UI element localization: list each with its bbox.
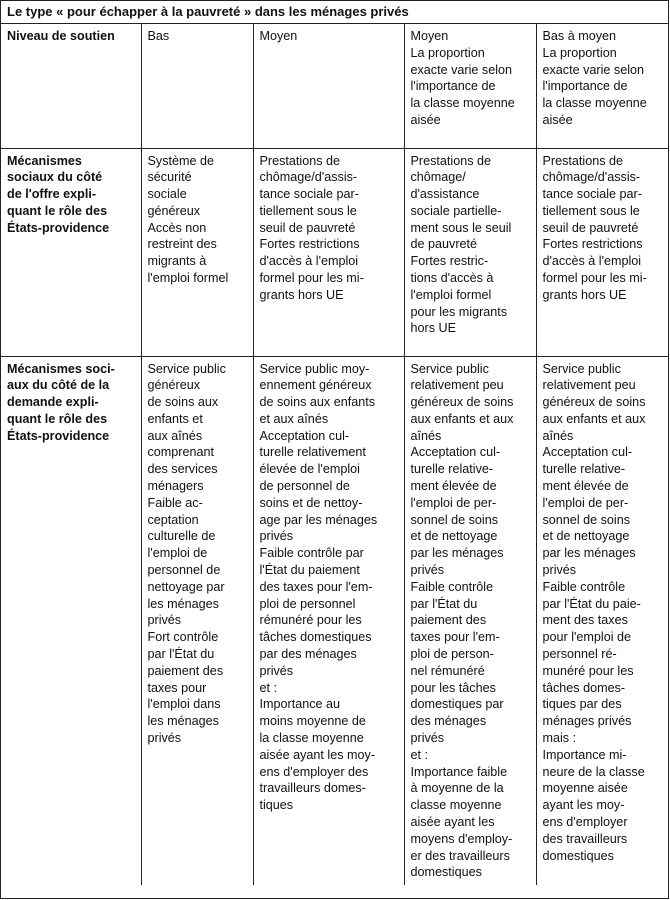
cell-line: sociale partielle- <box>410 203 502 218</box>
cell-line: la classe moyenne <box>542 96 647 111</box>
cell-line: la classe moyenne <box>410 96 515 111</box>
cell-line: Fortes restric- <box>410 254 489 269</box>
cell-line: tiques par des <box>542 697 622 712</box>
cell-line: nel rémunéré <box>410 663 485 678</box>
cell-line: par les ménages <box>542 546 636 561</box>
cell-line: aînés <box>542 428 574 443</box>
table-body <box>1 24 668 885</box>
row-header-line: États-providence <box>7 220 110 235</box>
cell-line: et de nettoyage <box>410 529 498 544</box>
cell-line: d'assistance <box>410 187 480 202</box>
cell-line: de soins aux enfants <box>259 395 376 410</box>
cell-line: moyenne aisée <box>542 781 628 796</box>
row-header-line: quant le rôle des <box>7 411 108 426</box>
cell-line: aisée ayant les <box>410 815 495 830</box>
cell-line: ens d'employer <box>542 815 628 830</box>
cell-line: ment des taxes <box>542 613 628 628</box>
cell-line: de personnel de <box>259 479 350 494</box>
cell-line: aux enfants et aux <box>542 411 646 426</box>
cell-line: seuil de pauvreté <box>542 220 639 235</box>
cell-line: Moyen <box>259 29 298 43</box>
cell-line: ennement généreux <box>259 378 372 393</box>
cell-line: de soins aux <box>147 395 219 410</box>
table-cell-level-moyen-2 <box>404 24 536 148</box>
cell-line: l'emploi de per- <box>410 495 497 510</box>
cell-line: généreux de soins <box>542 395 646 410</box>
cell-line: paiement des <box>147 663 224 678</box>
cell-line: Moyen <box>410 29 449 43</box>
cell-line: aisée <box>542 112 573 127</box>
cell-line: l'État du paiement <box>259 563 360 578</box>
cell-line: et de nettoyage <box>542 529 630 544</box>
cell-line: ment élevée de <box>542 479 629 494</box>
cell-line: privés <box>147 613 182 628</box>
cell-line: domestiques <box>410 865 482 880</box>
table-cell-level-bas-moyen <box>536 356 668 885</box>
cell-line: sociale <box>147 187 187 202</box>
cell-line: tâches domestiques <box>259 630 372 645</box>
table-cell-level-bas <box>141 148 253 356</box>
cell-line: aisée <box>410 112 441 127</box>
cell-line: Faible ac- <box>147 495 203 510</box>
cell-line: généreux <box>147 378 201 393</box>
row-header <box>1 356 141 885</box>
cell-line: La proportion <box>410 45 485 60</box>
row-header <box>1 24 141 148</box>
cell-line: des taxes pour l'em- <box>259 579 373 594</box>
cell-line: ment sous le seuil <box>410 220 512 235</box>
table-cell-level-bas-moyen <box>536 148 668 356</box>
cell-line: formel pour les mi- <box>259 271 364 286</box>
cell-line: hors UE <box>410 321 456 336</box>
cell-line: paiement des <box>410 613 487 628</box>
cell-line: à moyenne de la <box>410 781 504 796</box>
cell-line: munéré pour les <box>542 663 634 678</box>
cell-line: aînés <box>410 428 442 443</box>
cell-line: tâches domes- <box>542 680 626 695</box>
cell-line: tiellement sous le <box>542 203 640 218</box>
cell-line: sécurité <box>147 170 192 185</box>
cell-line: et : <box>259 680 278 695</box>
cell-line: culturelle de <box>147 529 216 544</box>
cell-line: ens d'employer des <box>259 764 369 779</box>
cell-line: l'emploi formel <box>147 271 229 286</box>
cell-line: chômage/ <box>410 170 466 185</box>
cell-line: par l'État du <box>410 596 478 611</box>
row-header-line: Mécanismes <box>7 153 82 168</box>
cell-line: aisée ayant les moy- <box>259 747 375 762</box>
cell-line: personnel ré- <box>542 647 617 662</box>
table-row-demand-mechanisms <box>1 356 668 885</box>
cell-line: age par les ménages <box>259 512 378 527</box>
cell-line: tance sociale par- <box>259 187 359 202</box>
cell-line: Prestations de <box>410 153 492 168</box>
cell-line: turelle relative- <box>410 462 494 477</box>
cell-line: pour les migrants <box>410 304 508 319</box>
cell-line: Prestations de <box>542 153 624 168</box>
cell-line: Acceptation cul- <box>542 445 633 460</box>
cell-line: ayant les moy- <box>542 798 625 813</box>
cell-line: Importance au <box>259 697 341 712</box>
cell-line: Système de <box>147 153 214 168</box>
cell-line: Bas <box>147 29 170 43</box>
cell-line: exacte varie selon <box>410 62 513 77</box>
table-row-support-level <box>1 24 668 148</box>
cell-line: migrants à <box>147 254 207 269</box>
cell-line: ment élevée de <box>410 479 497 494</box>
cell-line: Faible contrôle par <box>259 546 364 561</box>
cell-line: Fort contrôle <box>147 630 219 645</box>
cell-line: privés <box>410 563 445 578</box>
cell-line: Importance mi- <box>542 747 627 762</box>
row-header-line: États-providence <box>7 428 110 443</box>
cell-line: Faible contrôle <box>542 579 626 594</box>
cell-line: l'emploi de <box>147 546 208 561</box>
cell-line: ploi de personnel <box>259 596 356 611</box>
cell-line: ménages privés <box>542 714 632 729</box>
table-row-supply-mechanisms <box>1 148 668 356</box>
cell-line: rémunéré pour les <box>259 613 362 628</box>
row-header-line: demande expli- <box>7 395 99 410</box>
row-header-line: de l'offre expli- <box>7 187 97 202</box>
row-header-line: sociaux du côté <box>7 170 103 185</box>
cell-line: domestiques par <box>410 697 504 712</box>
cell-line: privés <box>147 731 182 746</box>
cell-line: sonnel de soins <box>410 512 499 527</box>
cell-line: ceptation <box>147 512 199 527</box>
cell-line: Accès non <box>147 220 207 235</box>
cell-line: Service public <box>410 361 489 376</box>
cell-line: er des travailleurs <box>410 848 510 863</box>
cell-line: privés <box>259 529 294 544</box>
cell-line: pour les tâches <box>410 680 496 695</box>
cell-line: grants hors UE <box>542 287 627 302</box>
table-cell-level-bas <box>141 24 253 148</box>
cell-line: tiellement sous le <box>259 203 357 218</box>
cell-line: l'emploi de per- <box>542 495 629 510</box>
cell-line: soins et de nettoy- <box>259 495 363 510</box>
cell-line: Faible contrôle <box>410 579 494 594</box>
cell-line: restreint des <box>147 237 217 252</box>
cell-line: et aux aînés <box>259 411 329 426</box>
cell-line: des travailleurs <box>542 831 628 846</box>
cell-line: enfants et <box>147 411 203 426</box>
cell-line: moins moyenne de <box>259 714 366 729</box>
cell-line: turelle relative- <box>542 462 626 477</box>
cell-line: moyens d'employ- <box>410 831 513 846</box>
cell-line: d'accès à l'emploi <box>259 254 359 269</box>
table-cell-level-moyen-1 <box>253 148 404 356</box>
cell-line: chômage/d'assis- <box>542 170 641 185</box>
cell-line: l'importance de <box>542 79 628 94</box>
cell-line: relativement peu <box>542 378 636 393</box>
cell-line: de pauvreté <box>410 237 478 252</box>
table-title: Le type « pour échapper à la pauvreté » dans les ménages privés <box>1 1 668 24</box>
row-header-line: aux du côté de la <box>7 378 110 393</box>
cell-line: la classe moyenne <box>259 731 364 746</box>
cell-line: neure de la classe <box>542 764 645 779</box>
cell-line: aux enfants et aux <box>410 411 514 426</box>
cell-line: taxes pour <box>147 680 207 695</box>
cell-line: turelle relativement <box>259 445 366 460</box>
cell-line: relativement peu <box>410 378 504 393</box>
cell-line: par les ménages <box>410 546 504 561</box>
cell-line: comprenant <box>147 445 215 460</box>
cell-line: tiques <box>259 798 294 813</box>
cell-line: domestiques <box>542 848 614 863</box>
cell-line: Service public <box>147 361 226 376</box>
cell-line: sonnel de soins <box>542 512 631 527</box>
cell-line: seuil de pauvreté <box>259 220 356 235</box>
cell-line: généreux de soins <box>410 395 514 410</box>
cell-line: Fortes restrictions <box>542 237 643 252</box>
cell-line: aux aînés <box>147 428 203 443</box>
cell-line: Service public moy- <box>259 361 370 376</box>
cell-line: et : <box>410 747 429 762</box>
cell-line: Prestations de <box>259 153 341 168</box>
table-cell-level-moyen-2 <box>404 356 536 885</box>
cell-line: l'emploi dans <box>147 697 221 712</box>
cell-line: pour l'emploi de <box>542 630 632 645</box>
table-cell-level-bas <box>141 356 253 885</box>
cell-line: les ménages <box>147 596 219 611</box>
cell-line: mais : <box>542 731 577 746</box>
cell-line: chômage/d'assis- <box>259 170 358 185</box>
cell-line: ploi de person- <box>410 647 494 662</box>
cell-line: ménagers <box>147 479 204 494</box>
cell-line: par l'État du <box>147 647 215 662</box>
table-cell-level-moyen-2 <box>404 148 536 356</box>
cell-line: généreux <box>147 203 201 218</box>
support-table <box>1 24 668 885</box>
cell-line: élevée de l'emploi <box>259 462 360 477</box>
table-cell-level-moyen-1 <box>253 24 404 148</box>
cell-line: Bas à moyen <box>542 29 617 43</box>
table-cell-level-bas-moyen <box>536 24 668 148</box>
cell-line: des ménages <box>410 714 487 729</box>
row-header <box>1 148 141 356</box>
cell-line: nettoyage par <box>147 579 225 594</box>
cell-line: tions d'accès à <box>410 271 494 286</box>
cell-line: par l'État du paie- <box>542 596 641 611</box>
cell-line: taxes pour l'em- <box>410 630 500 645</box>
cell-line: personnel de <box>147 563 221 578</box>
table-cell-level-moyen-1 <box>253 356 404 885</box>
cell-line: par des ménages <box>259 647 357 662</box>
cell-line: tance sociale par- <box>542 187 642 202</box>
cell-line: d'accès à l'emploi <box>542 254 642 269</box>
cell-line: formel pour les mi- <box>542 271 647 286</box>
cell-line: l'emploi formel <box>410 287 492 302</box>
cell-line: privés <box>259 663 294 678</box>
cell-line: privés <box>542 563 577 578</box>
cell-line: La proportion <box>542 45 617 60</box>
cell-line: des services <box>147 462 218 477</box>
cell-line: Fortes restrictions <box>259 237 360 252</box>
cell-line: grants hors UE <box>259 287 344 302</box>
cell-line: Acceptation cul- <box>410 445 501 460</box>
cell-line: les ménages <box>147 714 219 729</box>
cell-line: travailleurs domes- <box>259 781 366 796</box>
cell-line: Acceptation cul- <box>259 428 350 443</box>
cell-line: Service public <box>542 361 621 376</box>
cell-line: exacte varie selon <box>542 62 645 77</box>
row-header-line: Niveau de soutien <box>7 29 115 43</box>
cell-line: Importance faible <box>410 764 508 779</box>
cell-line: privés <box>410 731 445 746</box>
cell-line: l'importance de <box>410 79 496 94</box>
cell-line: classe moyenne <box>410 798 502 813</box>
row-header-line: quant le rôle des <box>7 203 108 218</box>
row-header-line: Mécanismes soci- <box>7 361 115 376</box>
